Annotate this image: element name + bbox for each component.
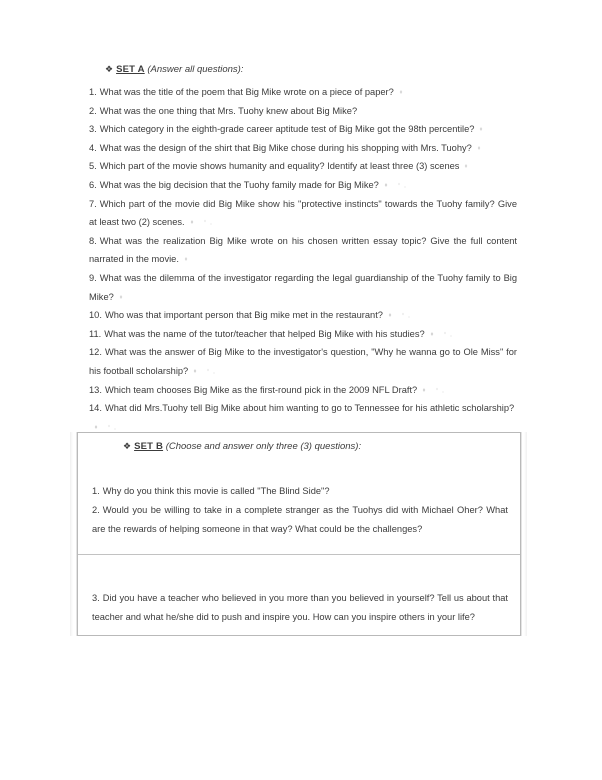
question-number: 1. [92, 486, 100, 496]
question-text: Which category in the eighth-grade career aptitude test of Big Mike got the 98th percentile? [99, 124, 475, 135]
list-item [89, 381, 517, 400]
set-b-heading [92, 439, 508, 454]
scan-smudge-icon [118, 294, 130, 301]
list-item [89, 139, 517, 158]
question-number: 1. [89, 87, 97, 97]
set-b-top-cell [92, 439, 508, 539]
list-item [89, 83, 517, 102]
scan-smudge-icon [421, 387, 447, 394]
question-text: What did Mrs.Tuohy tell Big Mike about him wanting to go to Tennessee for his athletic scholarship? [104, 403, 515, 414]
question-text: Why do you think this movie is called "The Blind Side"? [102, 486, 330, 496]
list-item [92, 589, 508, 627]
set-a-question-list [89, 83, 517, 436]
question-number: 2. [92, 505, 100, 515]
scan-edge-left [70, 432, 73, 636]
question-text: Which team chooses Big Mike as the first-round pick in the 2009 NFL Draft? [104, 384, 418, 395]
scan-edge-right [524, 432, 527, 636]
list-item [89, 157, 517, 176]
list-item [89, 306, 517, 325]
scan-smudge-icon [463, 163, 475, 170]
question-number: 8. [89, 235, 97, 246]
question-number: 4. [89, 142, 97, 153]
table-row [78, 433, 520, 555]
question-text: What was the answer of Big Mike to the investigator's question, "Why he wanna go to Ole Miss" for his football scholarship? [89, 347, 517, 376]
floret-bullet-icon: ❖ [123, 441, 132, 451]
list-item [89, 195, 517, 232]
scan-smudge-icon [183, 256, 195, 263]
question-text: What was the name of the tutor/teacher that helped Big Mike with his studies? [104, 328, 425, 339]
floret-bullet-icon: ❖ [105, 64, 114, 74]
question-text: Which part of the movie did Big Mike show his "protective instincts" towards the Tuohy family? Give at least two (2) scenes. [89, 198, 517, 228]
question-text: Did you have a teacher who believed in you more than you believed in yourself? Tell us about that teacher and what he/she did to push and inspire you. How can you inspire others in your life? [92, 593, 508, 622]
table-row [78, 555, 520, 636]
scan-smudge-icon [476, 145, 488, 152]
set-b-question-list-top [92, 482, 508, 539]
set-b-question-list-bottom [92, 589, 508, 627]
question-number: 12. [89, 347, 102, 358]
list-item [89, 269, 517, 306]
list-item [89, 325, 517, 344]
scan-smudge-icon [383, 182, 409, 189]
scan-smudge-icon [429, 331, 455, 338]
question-number: 13. [89, 384, 102, 395]
scan-smudge-icon [189, 219, 215, 226]
question-text: Would you be willing to take in a complete stranger as the Tuohys did with Michael Oher? What are the rewards of helping someone in that way? What could be the challenges? [92, 505, 508, 534]
question-number: 9. [89, 272, 97, 283]
question-text: What was the one thing that Mrs. Tuohy knew about Big Mike? [99, 105, 358, 116]
set-a-note: (Answer all questions): [147, 64, 244, 75]
scan-smudge-icon [478, 126, 490, 133]
question-text: Which part of the movie shows humanity and equality? Identify at least three (3) scenes [99, 161, 460, 172]
question-text: What was the dilemma of the investigator regarding the legal guardianship of the Tuohy family to Big Mike? [89, 272, 517, 302]
scan-smudge-icon [398, 89, 410, 96]
list-item [89, 343, 517, 380]
list-item [92, 501, 508, 539]
question-number: 2. [89, 105, 97, 116]
set-b-bottom-cell [92, 589, 508, 627]
question-text: What was the design of the shirt that Big Mike chose during his shopping with Mrs. Tuohy? [99, 142, 472, 153]
question-number: 7. [89, 198, 97, 209]
list-item [89, 102, 517, 121]
scan-smudge-icon [387, 312, 413, 319]
question-number: 6. [89, 179, 97, 190]
set-a-heading [89, 62, 517, 77]
list-item [89, 120, 517, 139]
question-number: 11. [89, 328, 102, 339]
list-item [89, 232, 517, 269]
scan-smudge-icon [93, 424, 119, 431]
set-b-table [77, 432, 521, 636]
list-item [89, 176, 517, 195]
list-item [89, 399, 517, 436]
question-number: 3. [92, 593, 100, 603]
question-number: 14. [89, 403, 102, 414]
question-number: 5. [89, 161, 97, 172]
question-text: What was the title of the poem that Big Mike wrote on a piece of paper? [99, 87, 394, 97]
question-number: 3. [89, 124, 97, 135]
question-number: 10. [89, 310, 102, 321]
set-b-label: SET B [134, 441, 164, 452]
set-a-section [89, 62, 517, 436]
question-text: What was the big decision that the Tuohy family made for Big Mike? [99, 179, 379, 190]
set-a-label: SET A [116, 64, 145, 75]
set-b-note: (Choose and answer only three (3) questions): [165, 441, 362, 452]
list-item [92, 482, 508, 501]
scan-smudge-icon [192, 368, 218, 375]
question-text: Who was that important person that Big mike met in the restaurant? [104, 310, 383, 321]
question-text: What was the realization Big Mike wrote on his chosen written essay topic? Give the full content narrated in the movie. [89, 235, 517, 265]
